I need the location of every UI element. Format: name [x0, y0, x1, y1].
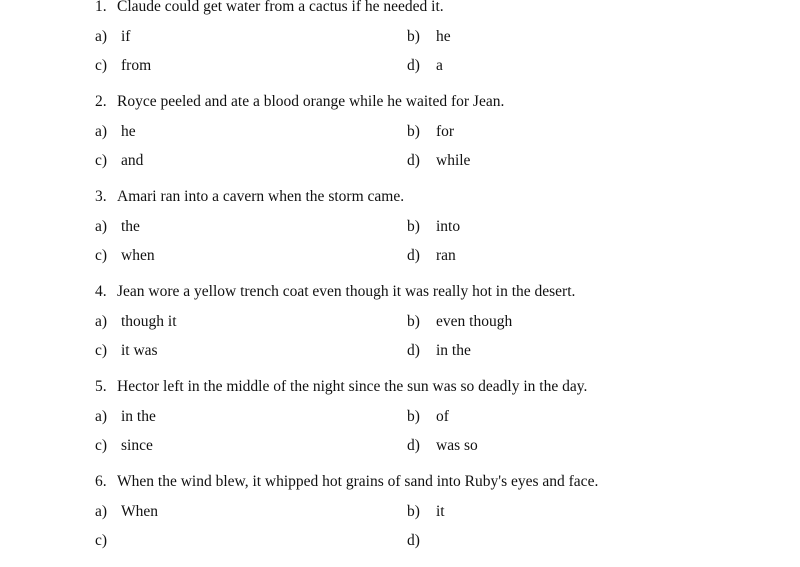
question-text: When the wind blew, it whipped hot grains of sand into Ruby's eyes and face. [117, 473, 599, 490]
option-c-label: c) [95, 57, 108, 74]
option-d-label: d) [407, 247, 420, 264]
option-c-text: since [121, 437, 153, 454]
option-d-text: while [436, 152, 471, 169]
option-c-label: c) [95, 437, 108, 454]
option-d-label: d) [407, 532, 420, 549]
question-block [0, 472, 800, 567]
option-b-label: b) [407, 313, 420, 330]
option-a-text: if [121, 28, 131, 45]
option-c-text: from [121, 57, 152, 74]
question-block [0, 377, 800, 472]
option-a-label: a) [95, 218, 108, 235]
question-text: Amari ran into a cavern when the storm came. [117, 188, 405, 205]
option-a-label: a) [95, 313, 108, 330]
option-b-text: of [436, 408, 449, 425]
option-b-text: into [436, 218, 461, 235]
option-a-text: When [121, 503, 159, 520]
option-a-label: a) [95, 28, 108, 45]
question-text: Jean wore a yellow trench coat even though it was really hot in the desert. [117, 283, 576, 300]
question-number: 5. [95, 378, 107, 395]
question-text: Claude could get water from a cactus if he needed it. [117, 0, 444, 15]
option-a-text: though it [121, 313, 177, 330]
option-a-label: a) [95, 503, 108, 520]
option-c-label: c) [95, 342, 108, 359]
question-block [0, 282, 800, 377]
option-a-label: a) [95, 123, 108, 140]
option-c-text: when [121, 247, 155, 264]
option-d-label: d) [407, 342, 420, 359]
question-number: 1. [95, 0, 107, 15]
option-a-text: in the [121, 408, 156, 425]
option-d-text: ran [436, 247, 456, 264]
option-a-text: he [121, 123, 136, 140]
option-d-text: in the [436, 342, 471, 359]
question-block [0, 0, 800, 92]
question-number: 6. [95, 473, 107, 490]
question-number: 3. [95, 188, 107, 205]
option-b-text: it [436, 503, 445, 520]
option-b-label: b) [407, 218, 420, 235]
question-number: 4. [95, 283, 107, 300]
option-b-text: for [436, 123, 455, 140]
option-a-label: a) [95, 408, 108, 425]
option-a-text: the [121, 218, 140, 235]
option-d-text: a [436, 57, 443, 74]
option-c-text: it was [121, 342, 158, 359]
question-block [0, 187, 800, 282]
option-b-text: he [436, 28, 451, 45]
option-d-label: d) [407, 152, 420, 169]
option-c-label: c) [95, 247, 108, 264]
option-b-label: b) [407, 408, 420, 425]
question-text: Royce peeled and ate a blood orange while he waited for Jean. [117, 93, 505, 110]
option-d-text: was so [436, 437, 478, 454]
question-text: Hector left in the middle of the night since the sun was so deadly in the day. [117, 378, 588, 395]
option-c-label: c) [95, 152, 108, 169]
option-b-label: b) [407, 28, 420, 45]
option-b-label: b) [407, 503, 420, 520]
option-b-label: b) [407, 123, 420, 140]
option-d-label: d) [407, 57, 420, 74]
option-c-label: c) [95, 532, 108, 549]
question-block [0, 92, 800, 187]
question-number: 2. [95, 93, 107, 110]
option-c-text: and [121, 152, 144, 169]
option-d-label: d) [407, 437, 420, 454]
option-b-text: even though [436, 313, 513, 330]
